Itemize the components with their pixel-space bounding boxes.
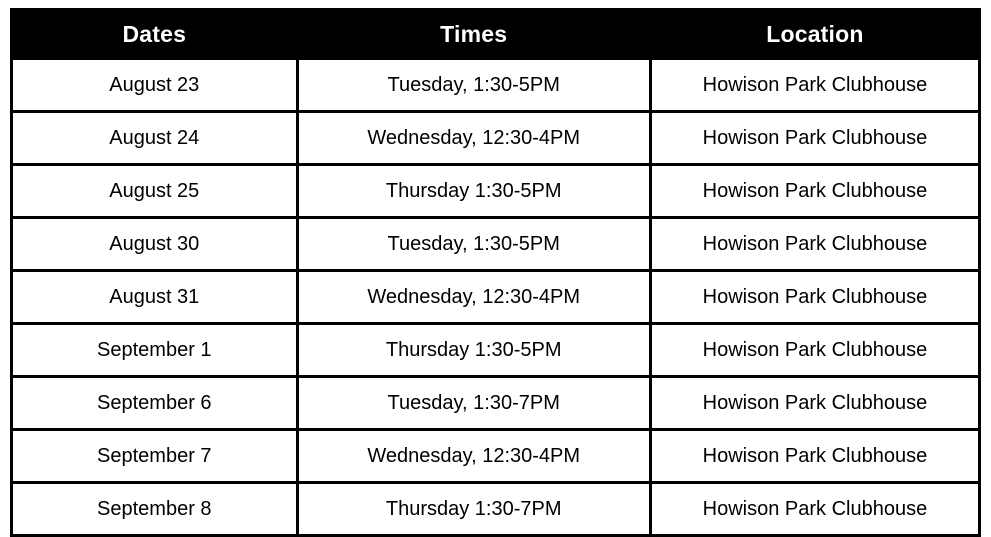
cell-time: Tuesday, 1:30-5PM [297,59,650,112]
table-row [12,165,980,218]
table-row [12,430,980,483]
cell-time: Tuesday, 1:30-5PM [297,218,650,271]
cell-location: Howison Park Clubhouse [650,59,979,112]
cell-time: Tuesday, 1:30-7PM [297,377,650,430]
cell-location: Howison Park Clubhouse [650,271,979,324]
cell-time: Thursday 1:30-7PM [297,483,650,536]
cell-location: Howison Park Clubhouse [650,165,979,218]
cell-date: September 1 [12,324,298,377]
cell-date: August 30 [12,218,298,271]
table-row [12,59,980,112]
schedule-table [10,8,981,537]
cell-location: Howison Park Clubhouse [650,112,979,165]
table-row [12,377,980,430]
cell-date: September 8 [12,483,298,536]
cell-time: Thursday 1:30-5PM [297,324,650,377]
table-row [12,218,980,271]
cell-location: Howison Park Clubhouse [650,430,979,483]
cell-time: Thursday 1:30-5PM [297,165,650,218]
cell-location: Howison Park Clubhouse [650,377,979,430]
table-header [12,10,980,59]
table-row [12,483,980,536]
cell-date: August 25 [12,165,298,218]
cell-date: September 7 [12,430,298,483]
table-row [12,271,980,324]
table-row [12,324,980,377]
table-body [12,59,980,536]
cell-date: August 23 [12,59,298,112]
cell-date: August 24 [12,112,298,165]
cell-time: Wednesday, 12:30-4PM [297,112,650,165]
cell-date: September 6 [12,377,298,430]
cell-date: August 31 [12,271,298,324]
cell-time: Wednesday, 12:30-4PM [297,430,650,483]
table-row [12,112,980,165]
header-row [12,10,980,59]
cell-location: Howison Park Clubhouse [650,218,979,271]
column-header-dates: Dates [12,10,298,59]
cell-time: Wednesday, 12:30-4PM [297,271,650,324]
cell-location: Howison Park Clubhouse [650,324,979,377]
column-header-times: Times [297,10,650,59]
cell-location: Howison Park Clubhouse [650,483,979,536]
column-header-location: Location [650,10,979,59]
